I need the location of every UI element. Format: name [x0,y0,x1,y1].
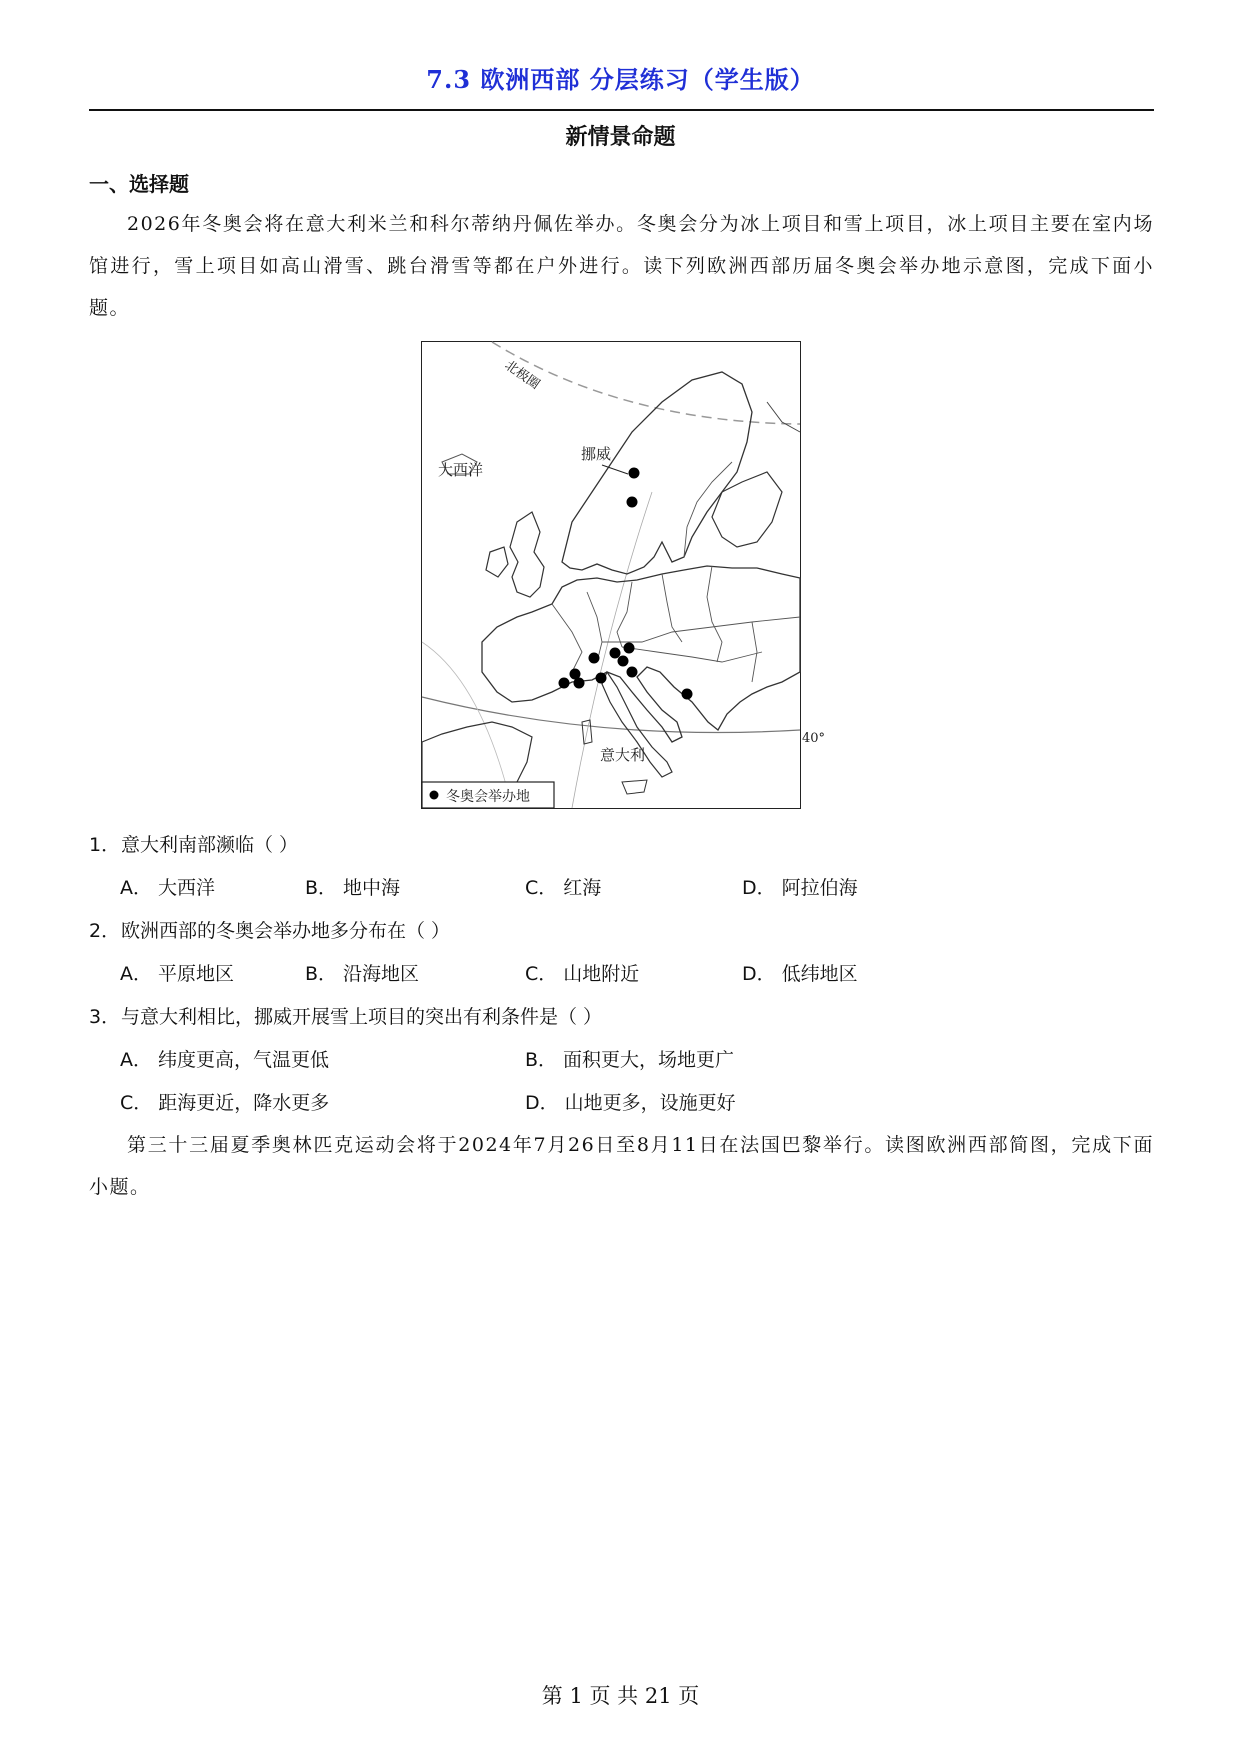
arctic-circle-label: 北极圈 [501,357,543,393]
host-city-dot [589,653,600,664]
intro-paragraph-1: 2026年冬奥会将在意大利米兰和科尔蒂纳丹佩佐举办。冬奥会分为冰上项目和雪上项目，冰上项目主要在室内场馆进行，雪上项目如高山滑雪、跳台滑雪等都在户外进行。读下列欧洲西部历届冬奥会举办地示意图，完成下面小题。 [89,213,1154,319]
option-3a: A． 纬度更高，气温更低 [120,1049,330,1071]
host-city-dot [618,656,629,667]
legend-label: 冬奥会举办地 [446,789,530,805]
question-number: 2． [89,920,121,942]
option-1d: D． 阿拉伯海 [742,877,858,899]
document-title: 7.3 欧洲西部 分层练习（学生版） [426,65,815,94]
question-2 [89,916,450,943]
header-rule [89,109,1154,111]
question-1 [89,830,298,857]
option-2a: A． 平原地区 [120,963,235,985]
latitude-label: 40° [802,731,826,746]
europe-map-svg [422,342,826,808]
question-text: 与意大利相比，挪威开展雪上项目的突出有利条件是（ ） [121,1006,603,1028]
option-2b: B． 沿海地区 [305,963,420,985]
question-3 [89,1002,602,1029]
option-1a: A． 大西洋 [120,877,216,899]
option-2c: C． 山地附近 [525,963,640,985]
question-number: 3． [89,1006,121,1028]
page-footer: 第 1 页 共 21 页 [541,1684,700,1708]
britain-outline [510,512,544,597]
option-3c: C． 距海更近，降水更多 [120,1092,330,1114]
host-city-dot [682,689,693,700]
option-3d: D． 山地更多，设施更好 [525,1092,736,1114]
host-city-dot [610,648,621,659]
scandinavia-outline [562,372,752,574]
latitude-40-line [422,697,800,733]
italy-label: 意大利 [600,746,646,764]
question-number: 1． [89,834,121,856]
host-city-dot [624,643,635,654]
norway-label: 挪威 [581,445,612,463]
atlantic-label: 大西洋 [438,461,484,479]
ireland-outline [486,547,508,577]
option-1c: C． 红海 [525,877,602,899]
host-city-dot [629,468,640,479]
europe-map-figure [421,341,826,809]
host-city-dot [596,673,607,684]
option-1b: B． 地中海 [305,877,401,899]
part-title: 一、选择题 [89,172,189,196]
host-city-dot [627,667,638,678]
host-city-dot [559,678,570,689]
option-2d: D． 低纬地区 [742,963,858,985]
legend-dot [430,791,439,800]
finland-outline [712,472,782,547]
intro-paragraph-2: 第三十三届夏季奥林匹克运动会将于2024年7月26日至8月11日在法国巴黎举行。读图欧洲西部简图，完成下面小题。 [89,1134,1154,1198]
question-text: 意大利南部濒临（ ） [121,834,299,856]
host-city-dot [574,678,585,689]
host-city-dot [627,497,638,508]
option-3b: B． 面积更大，场地更广 [525,1049,735,1071]
section-title: 新情景命题 [565,124,676,150]
question-text: 欧洲西部的冬奥会举办地多分布在（ ） [121,920,451,942]
